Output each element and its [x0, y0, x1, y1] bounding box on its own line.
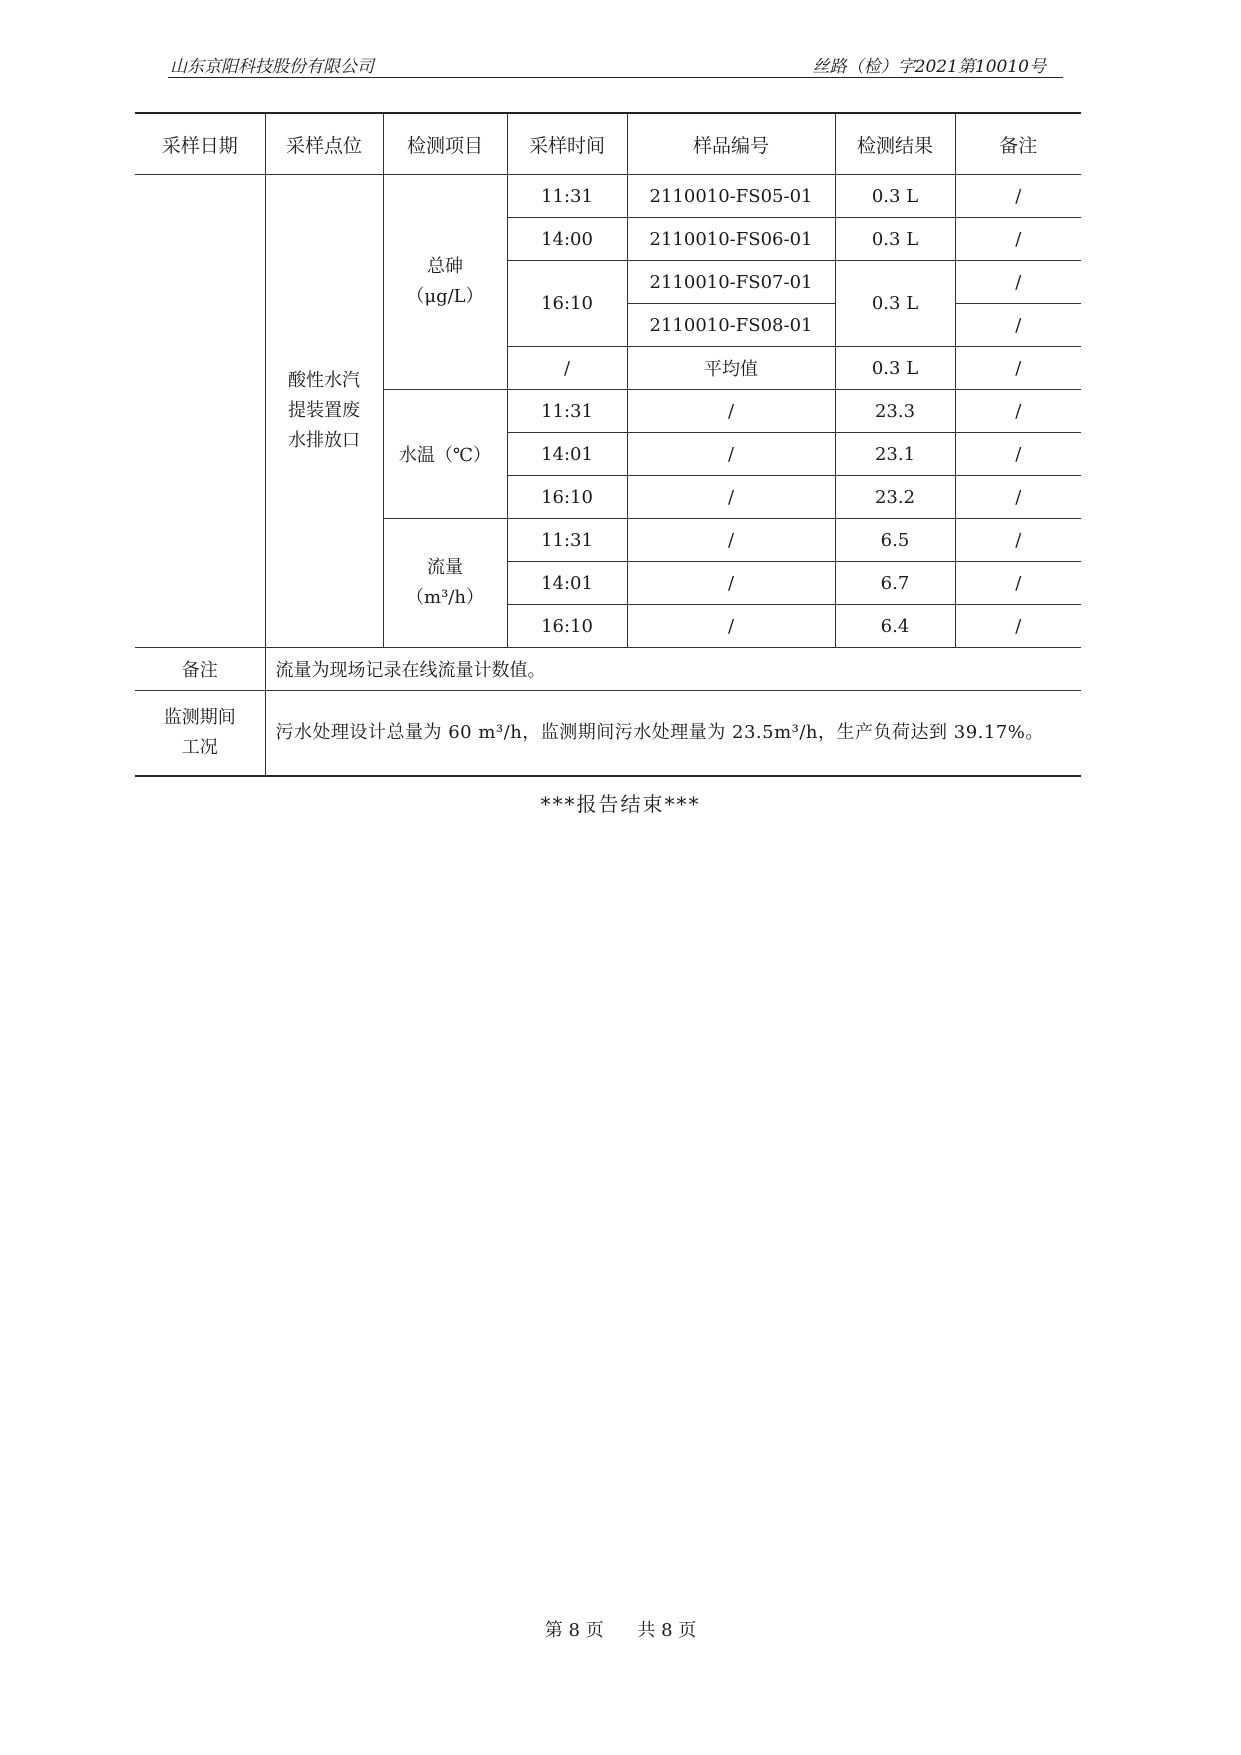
result-cell: 23.2 [835, 476, 955, 519]
time-cell: 11:31 [507, 390, 627, 433]
table-header-row [135, 113, 1081, 175]
result-cell: 6.7 [835, 562, 955, 605]
sample-id-cell: 2110010-FS08-01 [627, 304, 835, 347]
note-cell: / [955, 347, 1081, 390]
note-cell: / [955, 476, 1081, 519]
note-cell: / [955, 218, 1081, 261]
condition-row [135, 691, 1081, 777]
company-name: 山东京阳科技股份有限公司 [170, 57, 374, 77]
location-line: 水排放口 [288, 430, 360, 451]
result-cell: 0.3 L [835, 261, 955, 347]
note-cell: / [955, 261, 1081, 304]
sample-id-cell: / [627, 519, 835, 562]
report-number: 丝路（检）字2021第10010号 [812, 57, 1046, 77]
result-cell: 6.4 [835, 605, 955, 648]
sample-id-cell: / [627, 562, 835, 605]
page-total: 共 8 页 [637, 1620, 697, 1641]
time-cell: / [507, 347, 627, 390]
item-unit: （μg/L） [406, 286, 484, 307]
page-number: 第 8 页 [544, 1620, 604, 1641]
result-cell: 0.3 L [835, 347, 955, 390]
note-cell: / [955, 519, 1081, 562]
col-header: 采样时间 [507, 113, 627, 175]
result-cell: 23.3 [835, 390, 955, 433]
result-cell: 23.1 [835, 433, 955, 476]
note-cell: / [955, 605, 1081, 648]
remark-row [135, 648, 1081, 691]
col-header: 采样日期 [135, 113, 265, 175]
result-cell: 6.5 [835, 519, 955, 562]
note-cell: / [955, 433, 1081, 476]
sample-id-cell: / [627, 390, 835, 433]
col-header: 检测结果 [835, 113, 955, 175]
item-name: 流量 [427, 557, 463, 578]
condition-text: 污水处理设计总量为 60 m³/h，监测期间污水处理量为 23.5m³/h，生产负荷达到 39.17%。 [265, 691, 1081, 777]
sample-id-cell: 平均值 [627, 347, 835, 390]
header-rule [168, 77, 1063, 78]
remark-label: 备注 [135, 648, 265, 691]
sampling-date-cell [135, 175, 265, 648]
results-table [135, 112, 1081, 777]
note-cell: / [955, 390, 1081, 433]
condition-label-line: 工况 [181, 737, 218, 758]
sampling-location-cell [265, 175, 383, 648]
item-water-temp: 水温（℃） [383, 390, 507, 519]
result-cell: 0.3 L [835, 175, 955, 218]
sample-id-cell: 2110010-FS07-01 [627, 261, 835, 304]
report-end-marker: ***报告结束*** [540, 792, 701, 816]
time-cell: 11:31 [507, 519, 627, 562]
time-cell: 11:31 [507, 175, 627, 218]
table-row [135, 175, 1081, 218]
time-cell: 14:00 [507, 218, 627, 261]
remark-text: 流量为现场记录在线流量计数值。 [265, 648, 1081, 691]
col-header: 样品编号 [627, 113, 835, 175]
sample-id-cell: / [627, 433, 835, 476]
col-header: 采样点位 [265, 113, 383, 175]
item-name: 总砷 [427, 256, 463, 277]
result-cell: 0.3 L [835, 218, 955, 261]
item-unit: （m³/h） [406, 587, 484, 608]
sample-id-cell: / [627, 605, 835, 648]
page-footer [0, 1616, 1241, 1642]
location-line: 提装置废 [288, 400, 360, 421]
time-cell: 14:01 [507, 562, 627, 605]
col-header: 检测项目 [383, 113, 507, 175]
note-cell: / [955, 304, 1081, 347]
condition-label-line: 监测期间 [163, 707, 236, 728]
note-cell: / [955, 175, 1081, 218]
item-arsenic [383, 175, 507, 390]
condition-label [135, 691, 265, 777]
sample-id-cell: / [627, 476, 835, 519]
item-flow [383, 519, 507, 648]
sample-id-cell: 2110010-FS06-01 [627, 218, 835, 261]
col-header: 备注 [955, 113, 1081, 175]
note-cell: / [955, 562, 1081, 605]
time-cell: 16:10 [507, 476, 627, 519]
time-cell: 14:01 [507, 433, 627, 476]
time-cell: 16:10 [507, 261, 627, 347]
time-cell: 16:10 [507, 605, 627, 648]
sample-id-cell: 2110010-FS05-01 [627, 175, 835, 218]
location-line: 酸性水汽 [288, 370, 360, 391]
